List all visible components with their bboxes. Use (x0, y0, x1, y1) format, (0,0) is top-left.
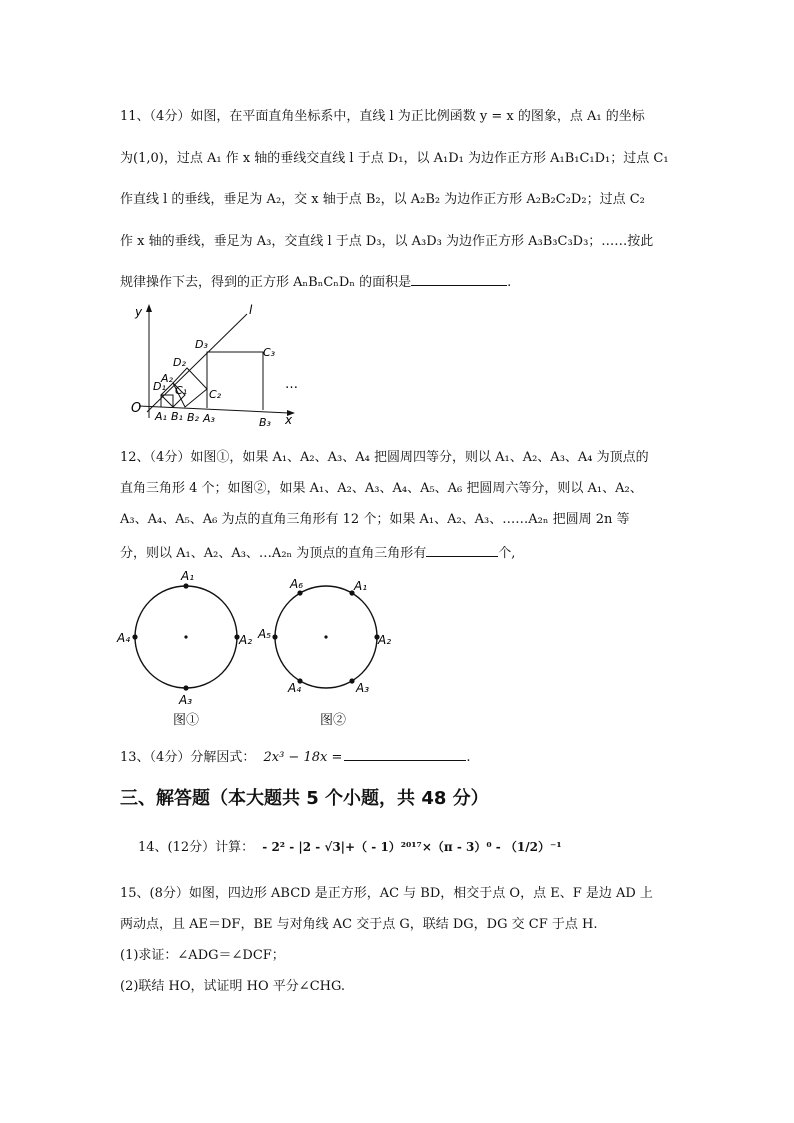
q12-line-4 (120, 542, 680, 563)
q11-C3-label: C₃ (263, 346, 276, 359)
q11-line-5-text: 规律操作下去，得到的正方形 AₙBₙCₙDₙ 的面积是 (120, 275, 412, 290)
fig2-A2-label: A₂ (378, 633, 392, 647)
q11-C2-label: C₂ (209, 388, 222, 401)
q11-A1-label: A₁ (155, 410, 167, 423)
q11-A3-label: A₃ (203, 412, 215, 425)
q11-end: . (507, 275, 512, 290)
q11-B2-label: B₂ (187, 411, 199, 424)
q12-line-4-text: 分，则以 A₁、A₂、A₃、…A₂ₙ 为顶点的直角三角形有 (120, 546, 427, 561)
q13-answer-blank[interactable] (344, 746, 466, 761)
q12-figure-2 (256, 568, 396, 713)
q11-D2-label: D₂ (173, 356, 186, 369)
q14-line (138, 838, 698, 857)
q12-figure-1 (115, 568, 255, 713)
fig1-A3-label: A₃ (179, 693, 193, 707)
q13-expression: 2x³ − 18x = (263, 750, 343, 765)
q11-ellipsis: … (285, 377, 298, 392)
fig1-A4-label: A₄ (117, 631, 131, 645)
q15-line-4: (2)联结 HO，试证明 HO 平分∠CHG. (120, 979, 346, 994)
q11-line-3: 作直线 l 的垂线，垂足为 A₂，交 x 轴于点 B₂，以 A₂B₂ 为边作正方形 A₂B₂C₂D₂；过点 C₂ (120, 192, 645, 207)
q11-B1-label: B₁ (171, 410, 183, 423)
q14-text: 14、(12分）计算： (138, 840, 255, 855)
q12-line-1: 12、（4分）如图①，如果 A₁、A₂、A₃、A₄ 把圆周四等分，则以 A₁、A₂、A₃、A₄ 为顶点的 (120, 450, 649, 465)
q13-line (120, 746, 680, 767)
q11-line-2: 为(1,0)，过点 A₁ 作 x 轴的垂线交直线 l 于点 D₁，以 A₁D₁ 为边作正方形 A₁B₁C₁D₁；过点 C₁ (120, 151, 669, 166)
q15-line-1: 15、(8分）如图，四边形 ABCD 是正方形，AC 与 BD，相交于点 O，点 E、F 是边 AD 上 (120, 886, 653, 901)
q15-line-2: 两动点，且 AE＝DF，BE 与对角线 AC 交于点 G，联结 DG，DG 交 CF 于点 H. (120, 917, 598, 932)
fig1-A1-label: A₁ (181, 569, 195, 583)
q13-end: . (466, 750, 471, 765)
fig1-caption: 图① (173, 713, 200, 728)
q11-x-label: x (285, 413, 293, 427)
fig1-A2-label: A₂ (239, 633, 253, 647)
q12-line-2: 直角三角形 4 个；如图②，如果 A₁、A₂、A₃、A₄、A₅、A₆ 把圆周六等分，则以 A₁、A₂、 (120, 481, 643, 496)
q11-line-4: 作 x 轴的垂线，垂足为 A₃，交直线 l 于点 D₃，以 A₃D₃ 为边作正方形 A₃B₃C₃D₃；……按此 (120, 234, 654, 249)
q12-line-3: A₃、A₄、A₅、A₆ 为点的直角三角形有 12 个；如果 A₁、A₂、A₃、……A₂ₙ 把圆周 2n 等 (120, 512, 630, 527)
q13-text: 13、（4分）分解因式： (120, 750, 256, 765)
q11-A2-label: A₂ (161, 372, 173, 385)
q11-l-label: l (249, 303, 253, 317)
q15-line-3: (1)求证：∠ADG＝∠DCF； (120, 948, 285, 963)
q12-answer-blank[interactable] (426, 542, 498, 557)
fig2-caption: 图② (320, 713, 347, 728)
q11-D1-label: D₁ (153, 380, 166, 393)
section-3-title: 三、解答题（本大题共 5 个小题，共 48 分） (120, 788, 489, 809)
q11-B3-label: B₃ (259, 416, 271, 429)
q11-y-label: y (135, 305, 143, 319)
fig2-A1-label: A₁ (354, 579, 368, 593)
fig2-A5-label: A₅ (258, 627, 272, 641)
q11-figure (125, 300, 305, 432)
fig2-A6-label: A₆ (290, 577, 304, 591)
q11-line-1: 11、（4分）如图，在平面直角坐标系中，直线 l 为正比例函数 y = x 的图象，点 A₁ 的坐标 (120, 109, 645, 124)
q11-C1-label: C₁ (175, 384, 188, 397)
q11-O-label: O (131, 401, 142, 416)
q14-expression: - 2² - |2 - √3|+（ - 1）²⁰¹⁷×（π - 3）⁰ - （1/2）⁻¹ (262, 840, 562, 854)
q11-D3-label: D₃ (195, 338, 208, 351)
fig2-A4-label: A₄ (288, 681, 302, 695)
q12-end: 个, (498, 546, 516, 561)
fig2-A3-label: A₃ (356, 681, 370, 695)
q11-line-5 (120, 271, 680, 292)
q11-answer-blank[interactable] (411, 271, 507, 286)
